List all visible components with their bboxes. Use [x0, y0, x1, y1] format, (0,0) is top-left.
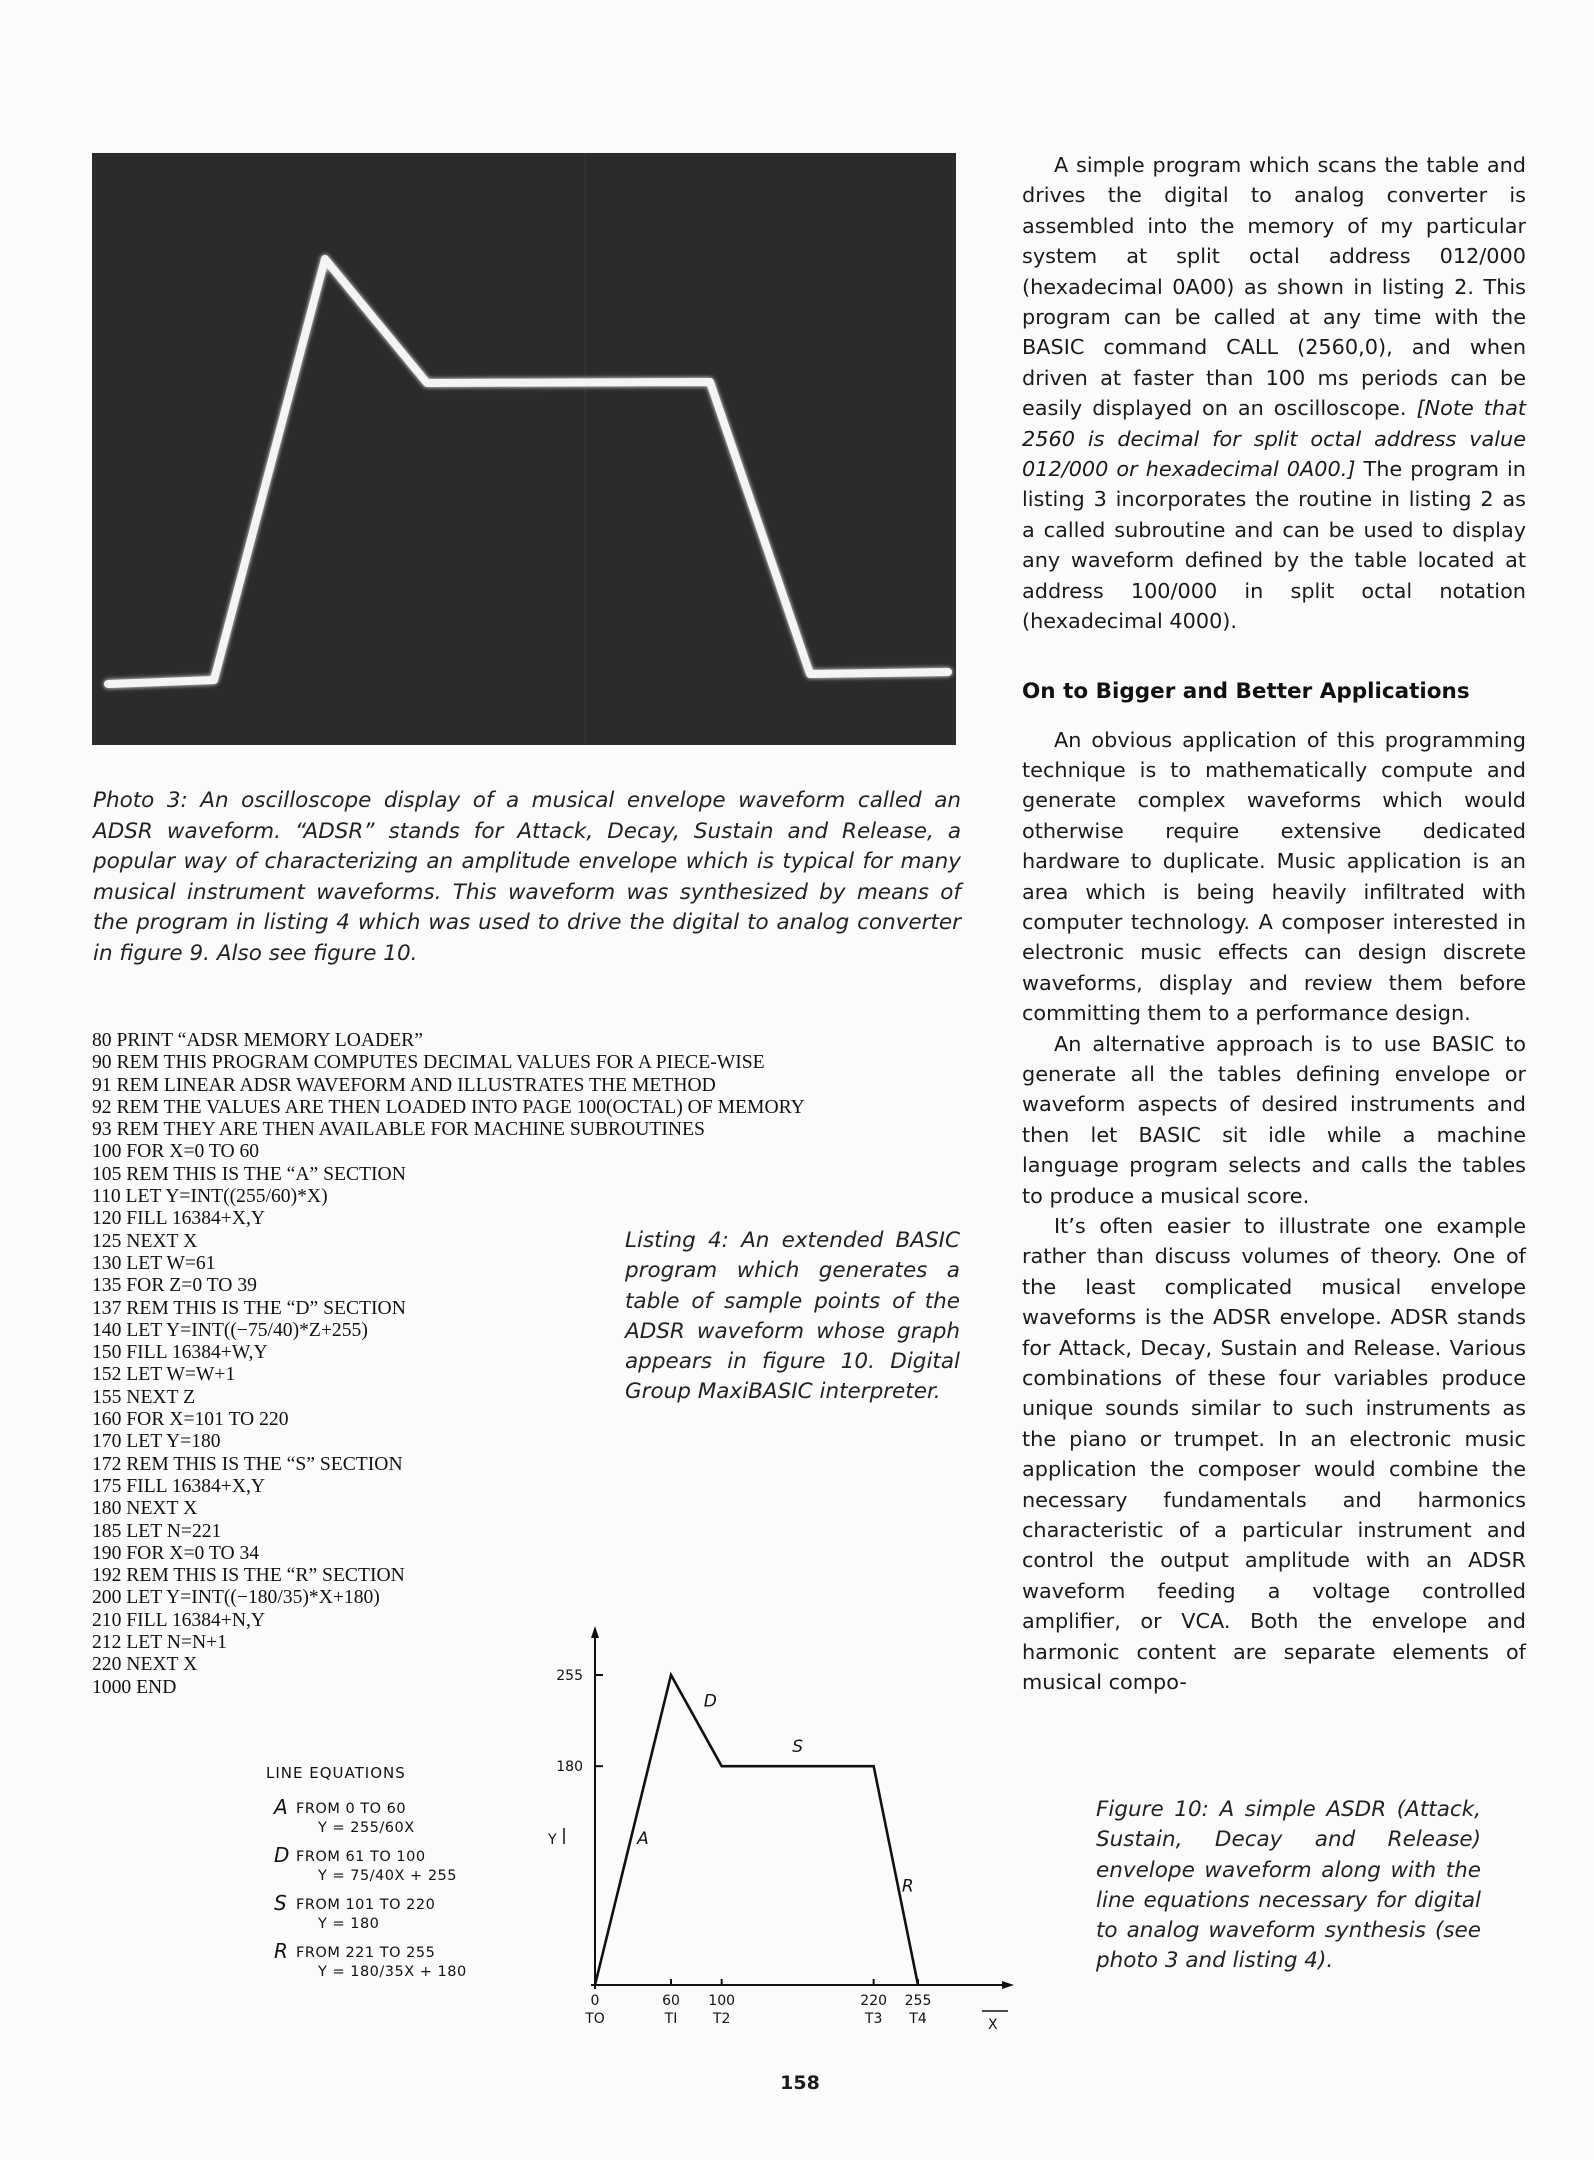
equation-item	[266, 1891, 516, 1934]
code-line: 91 REM LINEAR ADSR WAVEFORM AND ILLUSTRATES THE METHOD	[92, 1074, 716, 1096]
equation-range: FROM 0 TO 60	[296, 1801, 407, 1817]
equation-letter: D	[274, 1843, 290, 1867]
equation-range: FROM 61 TO 100	[296, 1849, 426, 1865]
code-line: 175 FILL 16384+X,Y	[92, 1475, 266, 1497]
segment-label: D	[703, 1691, 717, 1712]
x-axis-label: X	[988, 2017, 998, 2033]
code-line: 105 REM THIS IS THE “A” SECTION	[92, 1163, 406, 1185]
equation-letter: A	[274, 1795, 289, 1819]
x-tick-label: 60	[662, 1993, 680, 2009]
equation-formula: Y = 180	[318, 1916, 380, 1932]
paragraph: It’s often easier to illustrate one example rather than discuss volumes of theory. One of the least complicated musical envelope waveforms is the ADSR envelope. ADSR stands for Attack, Decay, Sustain and Release. Various combinations of these four variables produce unique sounds similar to such instruments as the piano or trumpet. In an electronic music application the composer would combine the necessary fundamentals and harmonics characteristic of a particular instrument and control the output amplitude with an ADSR waveform feeding a voltage controlled amplifier, or VCA. Both the envelope and harmonic content are separate elements of musical compo-	[1022, 1214, 1526, 1695]
equation-item	[266, 1843, 516, 1886]
y-tick-label: 180	[556, 1759, 583, 1776]
equation-formula: Y = 180/35X + 180	[318, 1964, 467, 1980]
y-axis-arrow	[591, 1626, 599, 1638]
x-tick-label: 220	[860, 1993, 888, 2009]
code-line: 1000 END	[92, 1676, 177, 1698]
oscilloscope-photo	[92, 153, 956, 745]
segment-label: R	[901, 1876, 914, 1897]
code-line: 192 REM THIS IS THE “R” SECTION	[92, 1565, 405, 1587]
code-line: 200 LET Y=INT((−180/35)*X+180)	[92, 1587, 380, 1609]
article-column	[1022, 150, 1526, 1698]
segment-label: S	[792, 1737, 804, 1758]
code-line: 140 LET Y=INT((−75/40)*Z+255)	[92, 1319, 368, 1341]
code-line: 93 REM THEY ARE THEN AVAILABLE FOR MACHINE SUBROUTINES	[92, 1119, 705, 1141]
code-line: 172 REM THIS IS THE “S” SECTION	[92, 1453, 403, 1475]
code-line: 90 REM THIS PROGRAM COMPUTES DECIMAL VALUES FOR A PIECE-WISE	[92, 1052, 765, 1074]
x-time-label: T3	[864, 2011, 883, 2027]
adsr-graph	[530, 1620, 1050, 2040]
paragraph: An obvious application of this programming technique is to mathematically compute and generate complex waveforms which would otherwise require extensive dedicated hardware to duplicate. Music application is an area which is being heavily infiltrated with computer technology. A composer interested in electronic music effects can design discrete waveforms, display and review them before committing them to a performance design.	[1022, 727, 1526, 1026]
equation-formula: Y = 75/40X + 255	[318, 1868, 457, 1884]
x-time-label: T4	[909, 2011, 927, 2027]
code-line: 100 FOR X=0 TO 60	[92, 1141, 260, 1163]
code-line: 185 LET N=221	[92, 1520, 222, 1542]
code-line: 110 LET Y=INT((255/60)*X)	[92, 1186, 328, 1208]
x-time-label: TI	[664, 2011, 678, 2027]
paragraph	[1022, 150, 1526, 637]
x-tick-label: 0	[590, 1993, 600, 2009]
code-line: 80 PRINT “ADSR MEMORY LOADER”	[92, 1030, 423, 1051]
x-time-label: TO	[585, 2011, 605, 2027]
x-tick-label: 100	[708, 1993, 736, 2009]
code-line: 155 NEXT Z	[92, 1386, 196, 1408]
code-line: 152 LET W=W+1	[92, 1364, 236, 1386]
equation-range: FROM 101 TO 220	[296, 1897, 436, 1913]
code-line: 212 LET N=N+1	[92, 1632, 227, 1654]
code-line: 180 NEXT X	[92, 1498, 198, 1520]
line-equations	[266, 1764, 516, 1992]
code-line: 190 FOR X=0 TO 34	[92, 1542, 260, 1564]
code-line: 135 FOR Z=0 TO 39	[92, 1275, 257, 1297]
code-line: 160 FOR X=101 TO 220	[92, 1409, 289, 1431]
section-heading: On to Bigger and Better Applications	[1022, 678, 1470, 704]
adsr-trace	[92, 153, 956, 745]
equation-item	[266, 1795, 516, 1838]
equation-range: FROM 221 TO 255	[296, 1945, 436, 1961]
y-tick-label: 255	[556, 1668, 583, 1684]
code-line: 137 REM THIS IS THE “D” SECTION	[92, 1297, 406, 1319]
x-tick-label: 255	[904, 1993, 932, 2009]
segment-label: A	[637, 1829, 649, 1849]
code-line: 92 REM THE VALUES ARE THEN LOADED INTO PAGE 100(OCTAL) OF MEMORY	[92, 1096, 805, 1118]
y-axis-label: Y	[548, 1832, 557, 1848]
figure-caption: Figure 10: A simple ASDR (Attack, Sustain, Decay and Release) envelope waveform along with the line equations necessary for digital to analog waveform synthesis (see photo 3 and listing 4).	[1096, 1797, 1481, 1974]
code-line: 120 FILL 16384+X,Y	[92, 1208, 266, 1230]
listing-caption: Listing 4: An extended BASIC program which generates a table of sample points of the ADSR waveform whose graph appears in figure 10. Digital Group MaxiBASIC interpreter.	[625, 1228, 960, 1405]
page-number: 158	[780, 2072, 820, 2094]
editor-note: [Note that 2560 is decimal for split octal address value 012/000 or hexadecimal 0A00.]	[1022, 396, 1526, 482]
paragraph: An alternative approach is to use BASIC to generate all the tables defining envelope or waveform aspects of desired instruments and then let BASIC sit idle while a machine language program selects and calls the tables to produce a musical score.	[1022, 1031, 1526, 1208]
equation-letter: R	[274, 1939, 289, 1963]
code-line: 170 LET Y=180	[92, 1431, 221, 1453]
code-line: 210 FILL 16384+N,Y	[92, 1609, 266, 1631]
equations-title: LINE EQUATIONS	[266, 1764, 406, 1782]
equation-letter: S	[274, 1891, 288, 1915]
photo-caption: Photo 3: An oscilloscope display of a musical envelope waveform called an ADSR waveform. “ADSR” stands for Attack, Decay, Sustain and Release, a popular way of characterizing an amplitude envelope which is typical for many musical instrument waveforms. This waveform was synthesized by means of the program in listing 4 which was used to drive the digital to analog converter in figure 9. Also see figure 10.	[93, 788, 961, 966]
equation-item	[266, 1939, 516, 1982]
code-line: 130 LET W=61	[92, 1252, 216, 1274]
equation-formula: Y = 255/60X	[318, 1820, 415, 1836]
paragraph-text: The program in listing 3 incorporates the routine in listing 2 as a called subroutine and can be used to display any waveform defined by the table located at address 100/000 in split octal notation (hexadecimal 4000).	[1022, 457, 1526, 634]
paragraph-text: A simple program which scans the table and drives the digital to analog converter is assembled into the memory of my particular system at split octal address 012/000 (hexadecimal 0A00) as shown in listing 2. This program can be called at any time with the BASIC command CALL (2560,0), and when driven at faster than 100 ms periods can be easily displayed on an oscilloscope.	[1022, 153, 1526, 421]
code-line: 150 FILL 16384+W,Y	[92, 1342, 268, 1364]
x-axis-arrow	[1002, 1981, 1014, 1989]
code-line: 125 NEXT X	[92, 1230, 198, 1252]
x-time-label: T2	[712, 2011, 731, 2027]
code-line: 220 NEXT X	[92, 1654, 198, 1676]
